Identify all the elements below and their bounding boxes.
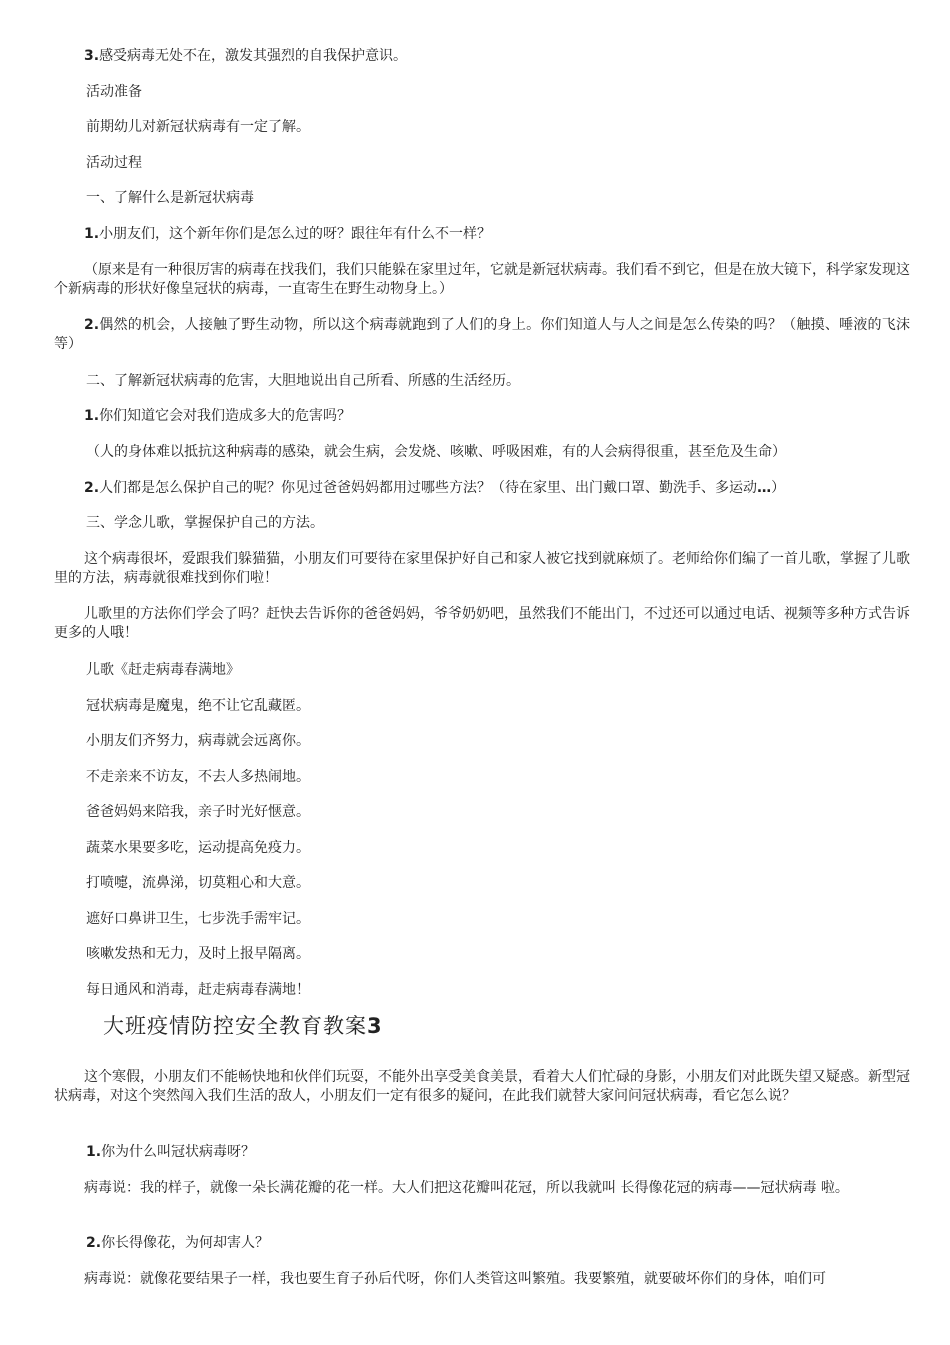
- item-number: 2.: [86, 1235, 102, 1251]
- step-heading-1: 一、了解什么是新冠状病毒: [86, 190, 254, 206]
- song-line-9: 每日通风和消毒，赶走病毒春满地！: [86, 982, 310, 998]
- item-text: 你为什么叫冠状病毒呀？: [101, 1144, 256, 1160]
- virus-question-1: [86, 1143, 255, 1162]
- virus-question-2: [86, 1234, 269, 1253]
- song-line-5: 蔬菜水果要多吃，运动提高免疫力。: [86, 840, 310, 856]
- lesson-plan-heading: [103, 1012, 383, 1040]
- song-line-6: 打喷嚏，流鼻涕，切莫粗心和大意。: [86, 875, 310, 891]
- explanation-paragraph-1: （原来是有一种很厉害的病毒在找我们，我们只能躲在家里过年，它就是新冠状病毒。我们看不到它，但是在放大镜下，科学家发现这个新病毒的形状好像皇冠状的病毒，一直寄生在野生动物身上。）: [54, 262, 910, 297]
- item-text: 你长得像花，为何却害人？: [101, 1235, 270, 1251]
- item-text: 感受病毒无处不在，激发其强烈的自我保护意识。: [99, 48, 408, 64]
- preparation-text: 前期幼儿对新冠状病毒有一定了解。: [86, 119, 310, 135]
- item-number: 1.: [84, 408, 100, 424]
- song-line-1: 冠状病毒是魔鬼，绝不让它乱藏匿。: [86, 698, 310, 714]
- question-1-2: [54, 316, 910, 354]
- answer-2-1: （人的身体难以抵抗这种病毒的感染，就会生病，会发烧、咳嗽、呼吸困难，有的人会病得很重，甚至危及生命）: [86, 444, 786, 460]
- question-2-2: [84, 479, 785, 498]
- heading-text: 大班疫情防控安全教育教案: [103, 1014, 367, 1038]
- ellipsis: …: [757, 480, 772, 496]
- item-text: 你们知道它会对我们造成多大的危害吗？: [99, 408, 352, 424]
- section-label-preparation: 活动准备: [86, 84, 142, 100]
- item-text: 人们都是怎么保护自己的呢？你见过爸爸妈妈都用过哪些方法？（待在家里、出门戴口罩、勤洗手、多运动: [99, 480, 758, 496]
- song-line-4: 爸爸妈妈来陪我，亲子时光好惬意。: [86, 804, 310, 820]
- step-heading-3: 三、学念儿歌，掌握保护自己的方法。: [86, 515, 324, 531]
- item-text: 偶然的机会，人接触了野生动物，所以这个病毒就跑到了人们的身上。你们知道人与人之间是怎么传染的吗？（触摸、唾液的飞沫等）: [54, 317, 910, 352]
- song-line-7: 遮好口鼻讲卫生，七步洗手需牢记。: [86, 911, 310, 927]
- item-number: 3.: [84, 48, 100, 64]
- song-line-2: 小朋友们齐努力，病毒就会远离你。: [86, 733, 310, 749]
- item-number: 1.: [86, 1144, 102, 1160]
- item-text-end: ）: [771, 480, 786, 496]
- section-label-process: 活动过程: [86, 155, 142, 171]
- song-followup-paragraph: 儿歌里的方法你们学会了吗？赶快去告诉你的爸爸妈妈，爷爷奶奶吧，虽然我们不能出门，不过还可以通过电话、视频等多种方式告诉更多的人哦！: [54, 606, 910, 641]
- song-intro-paragraph: 这个病毒很坏，爱跟我们躲猫猫，小朋友们可要待在家里保护好自己和家人被它找到就麻烦了。老师给你们编了一首儿歌，掌握了儿歌里的方法，病毒就很难找到你们啦！: [54, 551, 910, 586]
- item-number: 1.: [84, 226, 100, 242]
- question-1-1: [84, 225, 491, 244]
- heading-number: 3: [367, 1014, 383, 1038]
- item-number: 2.: [84, 317, 100, 333]
- item-text: 小朋友们，这个新年你们是怎么过的呀？跟往年有什么不一样？: [99, 226, 492, 242]
- song-title: 儿歌《赶走病毒春满地》: [86, 662, 240, 678]
- intro-paragraph: 这个寒假，小朋友们不能畅快地和伙伴们玩耍，不能外出享受美食美景，看着大人们忙碌的身影，小朋友们对此既失望又疑惑。新型冠状病毒，对这个突然闯入我们生活的敌人，小朋友们一定有很多的疑问，在此我们就替大家问问冠状病毒，看它怎么说？: [54, 1069, 910, 1104]
- question-2-1: [84, 407, 351, 426]
- item-number: 2.: [84, 480, 100, 496]
- song-line-3: 不走亲来不访友，不去人多热闹地。: [86, 769, 310, 785]
- step-heading-2: 二、了解新冠状病毒的危害，大胆地说出自己所看、所感的生活经历。: [86, 373, 520, 389]
- objective-3: [84, 47, 407, 66]
- song-line-8: 咳嗽发热和无力，及时上报早隔离。: [86, 946, 310, 962]
- virus-answer-2: 病毒说：就像花要结果子一样，我也要生育子孙后代呀，你们人类管这叫繁殖。我要繁殖，就要破坏你们的身体，咱们可: [84, 1271, 826, 1287]
- virus-answer-1: 病毒说：我的样子，就像一朵长满花瓣的花一样。大人们把这花瓣叫花冠，所以我就叫 长得像花冠的病毒——冠状病毒 啦。: [84, 1180, 849, 1196]
